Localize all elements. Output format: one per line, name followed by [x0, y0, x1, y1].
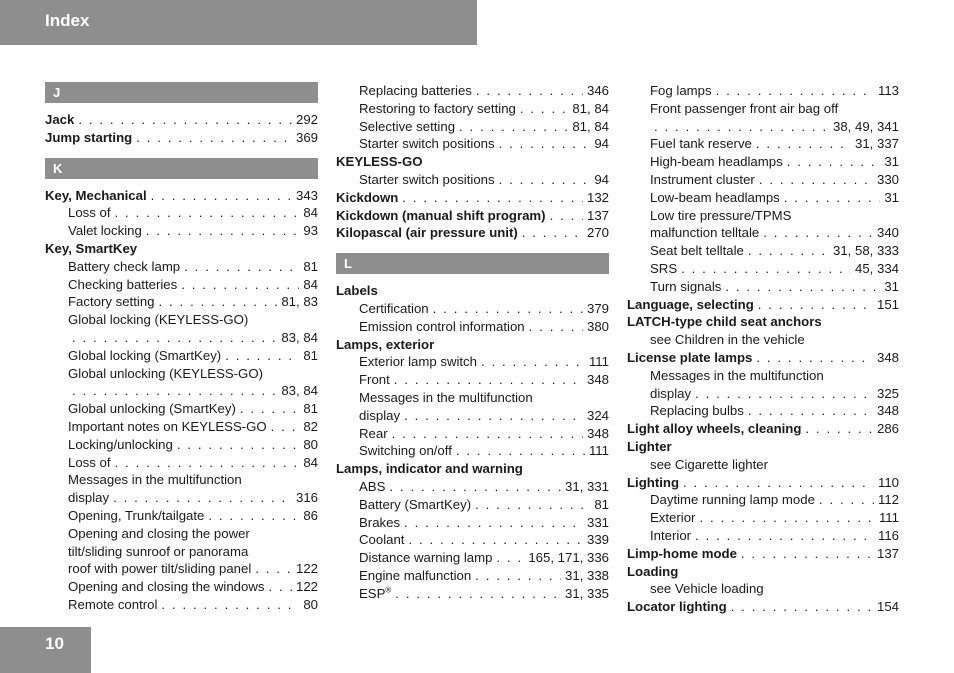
- entry-name: Brakes: [359, 514, 401, 530]
- leader-dots: [499, 135, 591, 153]
- index-subentry: [627, 278, 899, 296]
- index-subentry-text: Messages in the multifunction: [359, 389, 533, 405]
- entry-pages: 31, 335: [565, 585, 609, 601]
- leader-dots: [695, 385, 873, 403]
- index-subentry: [627, 491, 899, 509]
- index-entry: [627, 474, 899, 492]
- leader-dots: [459, 118, 568, 136]
- entry-name: Language, selecting: [627, 296, 754, 312]
- index-subentry-text: tilt/sliding sunroof or panorama: [68, 543, 249, 559]
- entry-pages: 94: [594, 171, 609, 187]
- index-subentry: [627, 260, 899, 278]
- index-entry: [45, 129, 318, 147]
- entry-name: Switching on/off: [359, 443, 452, 459]
- entry-pages: 325: [876, 385, 899, 401]
- entry-name: Emission control information: [359, 318, 525, 334]
- entry-name: Loss of: [68, 205, 111, 221]
- entry-name: Valet locking: [68, 223, 142, 239]
- entry-pages: 270: [586, 225, 609, 241]
- entry-name: malfunction telltale: [650, 225, 760, 241]
- entry-pages: 81: [303, 347, 318, 363]
- entry-name: display: [359, 407, 401, 423]
- index-subentry: [627, 189, 899, 207]
- entry-pages: 165, 171, 336: [528, 550, 609, 566]
- index-subentry: [336, 353, 609, 371]
- entry-pages: 122: [295, 579, 318, 595]
- entry-pages: 343: [295, 187, 318, 203]
- index-subentry: [336, 478, 609, 496]
- entry-name: Kickdown (manual shift program): [336, 207, 546, 223]
- entry-pages: 122: [295, 561, 318, 577]
- page-number: 10: [45, 634, 64, 653]
- entry-pages: 31, 331: [565, 478, 609, 494]
- entry-pages: 340: [876, 225, 899, 241]
- leader-dots: [240, 400, 299, 418]
- leader-dots: [151, 187, 292, 205]
- leader-dots: [115, 204, 300, 222]
- index-subentry: [627, 82, 899, 100]
- index-subentry-text: Global locking (KEYLESS-GO): [68, 312, 249, 328]
- index-subentry: [45, 418, 318, 436]
- index-subentry-text: Opening and closing the power: [68, 525, 250, 541]
- entry-name: Factory setting: [68, 294, 155, 310]
- entry-name: Interior: [650, 527, 692, 543]
- leader-dots: [159, 293, 278, 311]
- entry-pages: 81, 84: [572, 100, 609, 116]
- entry-name: Engine malfunction: [359, 567, 472, 583]
- leader-dots: [731, 598, 873, 616]
- entry-pages: 112: [877, 492, 899, 508]
- entry-name: Rear: [359, 425, 388, 441]
- entry-pages: 316: [295, 490, 318, 506]
- leader-dots: [756, 349, 873, 367]
- entry-name: Jack: [45, 112, 75, 127]
- leader-dots: [520, 100, 568, 118]
- entry-name: Opening and closing the windows: [68, 579, 265, 595]
- entry-pages: 331: [586, 514, 609, 530]
- index-heading: Key, SmartKey: [45, 240, 138, 256]
- index-subentry: [627, 527, 899, 545]
- entry-pages: 379: [586, 300, 609, 316]
- entry-name: Distance warning lamp: [359, 550, 493, 566]
- index-subentry: [336, 371, 609, 389]
- leader-dots: [136, 129, 292, 147]
- section-header-j: J: [45, 82, 318, 103]
- entry-pages: 81: [594, 496, 609, 512]
- entry-pages: 81: [303, 401, 318, 417]
- index-subentry: [45, 507, 318, 525]
- index-entry: [45, 187, 318, 205]
- entry-pages: 81: [303, 258, 318, 274]
- leader-dots: [402, 189, 583, 207]
- leader-dots: [395, 585, 561, 603]
- index-entry: [336, 189, 609, 207]
- entry-pages: 339: [586, 532, 609, 548]
- leader-dots: [208, 507, 299, 525]
- index-entry: [336, 224, 609, 242]
- entry-name: Instrument cluster: [650, 171, 755, 187]
- entry-name: Lighting: [627, 474, 679, 490]
- leader-dots: [741, 545, 873, 563]
- index-subentry-text: Low tire pressure/TPMS: [650, 207, 792, 223]
- leader-dots: [805, 420, 873, 438]
- entry-name: Starter switch positions: [359, 136, 495, 152]
- leader-dots: [255, 560, 292, 578]
- entry-pages: 348: [586, 425, 609, 441]
- index-column-3: [627, 82, 899, 616]
- entry-name: Fuel tank reserve: [650, 136, 752, 152]
- entry-name: display: [650, 385, 692, 401]
- entry-name: Exterior lamp switch: [359, 354, 477, 370]
- index-subentry: [45, 276, 318, 294]
- leader-dots: [699, 509, 875, 527]
- leader-dots: [78, 111, 292, 129]
- entry-name: Seat belt telltale: [650, 243, 744, 259]
- entry-pages: 286: [876, 421, 899, 437]
- index-subentry: [627, 402, 899, 420]
- index-subentry: [45, 560, 318, 578]
- entry-pages: 38, 49, 341: [833, 118, 899, 134]
- entry-pages: 83, 84: [281, 329, 318, 345]
- entry-name: Jump starting: [45, 129, 133, 145]
- index-subentry: [45, 329, 318, 347]
- entry-name: Global unlocking (SmartKey): [68, 401, 236, 417]
- leader-dots: [748, 402, 873, 420]
- entry-name: Battery (SmartKey): [359, 496, 472, 512]
- entry-name: roof with power tilt/sliding panel: [68, 561, 252, 577]
- leader-dots: [456, 442, 585, 460]
- leader-dots: [681, 260, 851, 278]
- esp-label: ESP: [359, 585, 386, 601]
- leader-dots: [268, 578, 292, 596]
- entry-name: Exterior: [650, 510, 696, 526]
- leader-dots: [683, 474, 874, 492]
- index-subentry: [336, 549, 609, 567]
- entry-pages: 81, 83: [281, 294, 318, 310]
- index-subentry: [45, 400, 318, 418]
- entry-pages: 380: [586, 318, 609, 334]
- entry-name: Starter switch positions: [359, 171, 495, 187]
- entry-name: Important notes on KEYLESS-GO: [68, 418, 267, 434]
- entry-pages: 348: [586, 372, 609, 388]
- entry-pages: 346: [586, 83, 609, 98]
- leader-dots: [787, 153, 881, 171]
- index-subentry-text: Messages in the multifunction: [68, 472, 242, 488]
- index-subentry: [336, 514, 609, 532]
- leader-dots: [784, 189, 881, 207]
- index-subentry: [45, 436, 318, 454]
- entry-name: Restoring to factory setting: [359, 100, 516, 116]
- entry-name: High-beam headlamps: [650, 154, 783, 170]
- header-bar: [0, 0, 477, 45]
- entry-name: Low-beam headlamps: [650, 189, 780, 205]
- entry-name: Coolant: [359, 532, 405, 548]
- section-header-l: L: [336, 253, 609, 274]
- leader-dots: [716, 82, 874, 100]
- index-subentry: [45, 293, 318, 311]
- entry-pages: 94: [594, 136, 609, 152]
- index-subentry: [336, 82, 609, 100]
- entry-pages: 330: [876, 171, 899, 187]
- entry-name: Daytime running lamp mode: [650, 492, 815, 508]
- index-subentry: [45, 204, 318, 222]
- leader-dots: [181, 276, 299, 294]
- entry-name: Selective setting: [359, 118, 456, 134]
- leader-dots: [522, 224, 583, 242]
- index-subentry: [336, 425, 609, 443]
- leader-dots: [476, 82, 583, 100]
- index-entry: [627, 296, 899, 314]
- leader-dots: [759, 171, 873, 189]
- entry-pages: 137: [586, 207, 609, 223]
- entry-name: Kilopascal (air pressure unit): [336, 225, 518, 241]
- entry-name: Fog lamps: [650, 83, 712, 98]
- page-number-box: [0, 627, 91, 673]
- index-subentry: [627, 224, 899, 242]
- entry-pages: 110: [877, 474, 899, 490]
- leader-dots: [550, 207, 583, 225]
- index-heading: Labels: [336, 283, 378, 299]
- entry-pages: 80: [303, 596, 318, 612]
- leader-dots: [115, 454, 300, 472]
- entry-name: Certification: [359, 300, 429, 316]
- leader-dots: [146, 222, 300, 240]
- leader-dots: [499, 171, 591, 189]
- entry-pages: 348: [876, 349, 899, 365]
- leader-dots: [113, 489, 292, 507]
- index-heading: KEYLESS-GO: [336, 154, 423, 170]
- index-subentry-text: see Children in the vehicle: [650, 332, 805, 348]
- entry-name: ABS: [359, 478, 386, 494]
- index-subentry: [45, 454, 318, 472]
- entry-pages: 84: [303, 276, 318, 292]
- index-subentry: [627, 385, 899, 403]
- entry-pages: 113: [877, 83, 899, 98]
- index-subentry-text: see Cigarette lighter: [650, 456, 769, 472]
- index-subentry: [45, 596, 318, 614]
- entry-pages: 137: [876, 545, 899, 561]
- entry-pages: 116: [877, 527, 899, 543]
- leader-dots: [404, 514, 583, 532]
- index-subentry: [627, 242, 899, 260]
- entry-name: Global locking (SmartKey): [68, 347, 222, 363]
- index-subentry: [336, 531, 609, 549]
- index-subentry-text: Global unlocking (KEYLESS-GO): [68, 365, 263, 381]
- leader-dots: [475, 496, 590, 514]
- entry-name: Opening, Trunk/tailgate: [68, 507, 205, 523]
- index-subentry: [336, 135, 609, 153]
- entry-pages: 80: [303, 436, 318, 452]
- page-title: Index: [45, 11, 90, 30]
- entry-name: Battery check lamp: [68, 258, 181, 274]
- index-subentry: [627, 118, 899, 136]
- entry-pages: 369: [295, 129, 318, 145]
- index-entry: [627, 420, 899, 438]
- entry-name: Checking batteries: [68, 276, 178, 292]
- index-subentry-text: Front passenger front air bag off: [650, 100, 839, 116]
- entry-pages: 45, 334: [855, 260, 899, 276]
- index-subentry: [45, 489, 318, 507]
- index-subentry: [45, 347, 318, 365]
- leader-dots: [748, 242, 829, 260]
- entry-pages: 151: [876, 296, 899, 312]
- entry-name: License plate lamps: [627, 349, 753, 365]
- index-subentry: [627, 171, 899, 189]
- index-subentry: [45, 222, 318, 240]
- leader-dots: [184, 258, 299, 276]
- entry-pages: 348: [876, 403, 899, 419]
- entry-pages: 84: [303, 454, 318, 470]
- entry-pages: 31: [884, 278, 899, 294]
- index-subentry-text: see Vehicle loading: [650, 581, 764, 597]
- index-subentry: [336, 496, 609, 514]
- index-subentry: [336, 407, 609, 425]
- leader-dots: [392, 425, 583, 443]
- leader-dots: [756, 135, 851, 153]
- entry-pages: 111: [588, 443, 609, 459]
- leader-dots: [654, 118, 829, 136]
- entry-name: Loss of: [68, 454, 111, 470]
- entry-name: display: [68, 490, 110, 506]
- leader-dots: [161, 596, 299, 614]
- registered-mark: ®: [385, 585, 392, 595]
- entry-pages: 154: [876, 599, 899, 615]
- leader-dots: [763, 224, 873, 242]
- leader-dots: [271, 418, 300, 436]
- index-subentry: [45, 578, 318, 596]
- section-header-k: K: [45, 158, 318, 179]
- entry-name: SRS: [650, 260, 678, 276]
- index-entry: [45, 111, 318, 129]
- leader-dots: [529, 318, 583, 336]
- entry-name: Remote control: [68, 596, 158, 612]
- entry-name: Replacing bulbs: [650, 403, 744, 419]
- index-subentry: [336, 300, 609, 318]
- entry-pages: 324: [586, 407, 609, 423]
- entry-pages: 132: [586, 189, 609, 205]
- entry-pages: 82: [303, 418, 318, 434]
- entry-pages: 86: [303, 507, 318, 523]
- leader-dots: [408, 531, 583, 549]
- entry-name: Locator lighting: [627, 599, 727, 615]
- entry-name: Locking/unlocking: [68, 436, 173, 452]
- index-subentry: [627, 135, 899, 153]
- entry-name: Light alloy wheels, cleaning: [627, 421, 802, 437]
- index-column-1: [45, 82, 318, 614]
- entry-name: Front: [359, 372, 390, 388]
- index-subentry: [336, 567, 609, 585]
- index-subentry: [336, 100, 609, 118]
- leader-dots: [394, 371, 583, 389]
- entry-pages: 31, 338: [565, 567, 609, 583]
- entry-pages: 83, 84: [281, 383, 318, 399]
- entry-pages: 292: [295, 112, 318, 127]
- entry-pages: 111: [588, 354, 609, 370]
- index-entry: [627, 545, 899, 563]
- index-heading: Lighter: [627, 438, 672, 454]
- entry-name: Limp-home mode: [627, 545, 737, 561]
- leader-dots: [496, 549, 524, 567]
- entry-name: Kickdown: [336, 189, 399, 205]
- entry-name: Key, Mechanical: [45, 187, 147, 203]
- leader-dots: [389, 478, 561, 496]
- index-subentry: [336, 171, 609, 189]
- entry-pages: 93: [303, 223, 318, 239]
- leader-dots: [758, 296, 873, 314]
- leader-dots: [475, 567, 561, 585]
- index-column-2: [336, 82, 609, 603]
- leader-dots: [819, 491, 874, 509]
- index-entry: [627, 349, 899, 367]
- leader-dots: [72, 329, 277, 347]
- index-subentry: [45, 382, 318, 400]
- index-subentry: [627, 509, 899, 527]
- index-entry: [627, 598, 899, 616]
- index-subentry: [336, 318, 609, 336]
- entry-pages: 111: [878, 510, 899, 526]
- index-heading: Lamps, indicator and warning: [336, 461, 523, 477]
- leader-dots: [725, 278, 880, 296]
- index-subentry: [336, 442, 609, 460]
- index-subentry: [336, 118, 609, 136]
- leader-dots: [433, 300, 583, 318]
- leader-dots: [695, 527, 874, 545]
- index-heading: Lamps, exterior: [336, 336, 435, 352]
- entry-name: Turn signals: [650, 278, 722, 294]
- leader-dots: [404, 407, 583, 425]
- leader-dots: [481, 353, 585, 371]
- entry-pages: 31, 58, 333: [833, 243, 899, 259]
- index-subentry: [45, 258, 318, 276]
- leader-dots: [225, 347, 299, 365]
- entry-pages: 31, 337: [855, 136, 899, 152]
- index-heading: LATCH-type child seat anchors: [627, 314, 822, 330]
- entry-pages: 81, 84: [572, 118, 609, 134]
- index-subentry-text: Messages in the multifunction: [650, 367, 824, 383]
- index-heading: Loading: [627, 563, 679, 579]
- entry-name: [359, 585, 391, 603]
- entry-name: Replacing batteries: [359, 83, 472, 98]
- index-entry: [336, 207, 609, 225]
- entry-pages: 31: [884, 189, 899, 205]
- index-subentry: [336, 585, 609, 603]
- entry-pages: 31: [884, 154, 899, 170]
- leader-dots: [177, 436, 299, 454]
- entry-pages: 84: [303, 205, 318, 221]
- index-subentry: [627, 153, 899, 171]
- leader-dots: [72, 382, 277, 400]
